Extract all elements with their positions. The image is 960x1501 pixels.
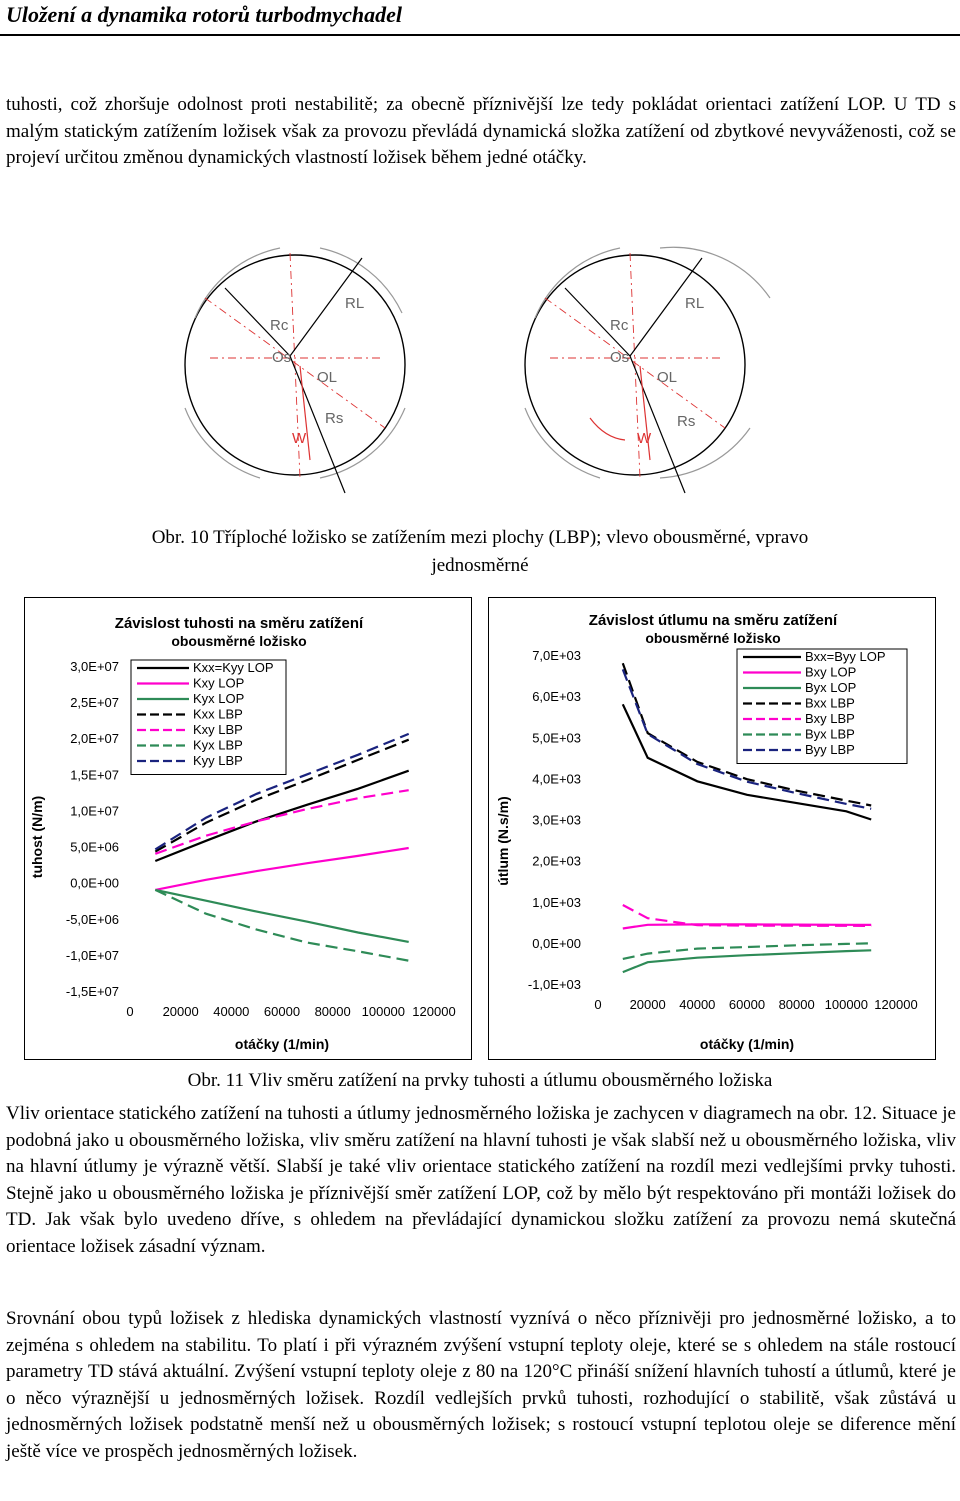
legend-entry: Bxy LBP (805, 711, 855, 726)
x-tick-label: 120000 (412, 1004, 456, 1019)
stiffness-chart (24, 597, 472, 1060)
legend-entry: Kxy LBP (193, 722, 243, 737)
y-tick-label: 2,0E+03 (532, 853, 581, 869)
y-tick-label: 2,5E+07 (70, 695, 119, 711)
x-tick-label: 100000 (361, 1004, 406, 1019)
legend-entry: Kyx LOP (193, 691, 245, 706)
x-tick-label: 20000 (162, 1004, 199, 1019)
x-tick-label: 80000 (778, 997, 815, 1012)
header-rule (0, 34, 960, 36)
y-tick-label: 7,0E+03 (532, 648, 581, 663)
chart-subtitle: obousměrné ložisko (171, 633, 307, 649)
paragraph-2: Vliv orientace statického zatížení na tuhosti a útlumy jednosměrného ložiska je zachycen v diagramech na obr. 12. Situace je podobná jako u obousměrného ložiska, vliv směru zatížení na hlavní tuhosti je však slabší než u obousměrného ložiska, vliv na hlavní útlumy je výrazně větší. Slabší je také vliv orientace statického zatížení na rozdíl mezi vedlejšími prvky tuhosti. Stejně jako u obousměrného ložiska je příznivější směr zatížení LOP, což by mělo být respektováno při montáži ložisek do TD. Jak však bylo uvedeno dříve, s ohledem na převládající dynamickou složku zatížení za provozu nemá skutečná orientace ložisek zásadní význam. (6, 1103, 956, 1257)
chart-title: Závislost útlumu na směru zatížení (588, 612, 838, 629)
legend-entry: Kxx LBP (193, 706, 243, 722)
rs-label-right: Rs (677, 413, 696, 430)
legend-entry: Bxy LOP (805, 664, 857, 680)
bearing-left (185, 248, 405, 493)
chart-subtitle: obousměrné ložisko (645, 630, 781, 646)
damping-chart (488, 597, 936, 1060)
figure-10-caption-line2: jednosměrné (431, 555, 529, 576)
x-tick-label: 80000 (314, 1004, 351, 1019)
legend-entry: Bxx LBP (805, 695, 855, 711)
rl-label-right: RL (685, 295, 705, 312)
legend-entry: Kxy LOP (193, 675, 245, 691)
x-axis-label: otáčky (1/min) (234, 1036, 330, 1052)
os-label-right: Os (610, 349, 630, 366)
rc-label-right: Rc (610, 317, 629, 334)
y-tick-label: -1,0E+07 (65, 947, 119, 963)
y-tick-label: 5,0E+06 (70, 839, 119, 855)
x-tick-label: 0 (126, 1004, 134, 1019)
x-tick-label: 120000 (874, 997, 918, 1012)
legend-entry: Byx LBP (805, 726, 855, 742)
chart-title: Závislost tuhosti na směru zatížení (114, 615, 364, 632)
x-tick-label: 0 (594, 997, 602, 1012)
rl-label: RL (345, 295, 365, 312)
y-tick-label: 2,0E+07 (70, 731, 119, 747)
y-tick-label: 1,0E+03 (532, 894, 581, 910)
legend-entry: Kxx=Kyy LOP (193, 660, 274, 675)
y-axis-label: tuhost (N/m) (29, 795, 45, 879)
y-tick-label: 6,0E+03 (532, 689, 581, 705)
legend-entry: Kyy LBP (193, 753, 243, 768)
bearing-schematics (140, 238, 800, 518)
running-header: Uložení a dynamika rotorů turbodmychadel (6, 2, 403, 27)
x-tick-label: 40000 (679, 997, 716, 1012)
w-label: W (292, 430, 307, 447)
paragraph-3: Srovnání obou typů ložisek z hlediska dynamických vlastností vyznívá o něco příznivěji pro jednosměrné ložisko, a to zejména s ohledem na stabilitu. To platí i při výrazném zvýšení vstupní teploty oleje, které se s ohledem na stále rostoucí parametry TD stává aktuální. Zvýšení vstupní teploty oleje z 80 na 120°C přináší snížení hlavních tuhostí a útlumů, které je o něco výraznější u jednosměrných ložisek. Rozdíl vedlejších prvků tuhosti, rozhodující o stabilitě, však zůstává u jednosměrných ložisek podstatně menší než u obousměrných ložisek; s rostoucí vstupní teplotou oleje se diference mění ještě více ve prospěch jednosměrných ložisek. (6, 1308, 956, 1462)
legend-entry: Bxx=Byy LOP (805, 649, 886, 664)
x-tick-label: 100000 (824, 997, 869, 1012)
legend-entry: Byx LOP (805, 680, 857, 695)
os-label: Os (272, 349, 292, 366)
y-tick-label: 3,0E+03 (532, 812, 581, 828)
figure-10-caption-line1: Obr. 10 Tříploché ložisko se zatížením mezi plochy (LBP); vlevo obousměrné, vpravo (151, 527, 809, 548)
rs-label: Rs (325, 410, 344, 427)
y-tick-label: -1,5E+07 (65, 984, 119, 999)
y-tick-label: 0,0E+00 (532, 935, 581, 951)
bearing-right (525, 247, 770, 493)
y-tick-label: 1,5E+07 (70, 767, 119, 783)
y-tick-label: -1,0E+03 (527, 977, 581, 992)
x-tick-label: 20000 (629, 997, 666, 1012)
y-tick-label: 3,0E+07 (70, 659, 119, 674)
y-tick-label: 1,0E+07 (70, 803, 119, 819)
y-tick-label: 4,0E+03 (532, 771, 581, 787)
y-axis-label: útlum (N.s/m) (495, 796, 511, 886)
rc-label: Rc (270, 317, 289, 334)
legend-entry: Kyx LBP (193, 737, 243, 753)
y-tick-label: 0,0E+00 (70, 875, 119, 891)
w-label-right: W (637, 430, 652, 447)
legend-entry: Byy LBP (805, 742, 855, 757)
figure-11-caption: Obr. 11 Vliv směru zatížení na prvky tuhosti a útlumu obousměrného ložiska (187, 1070, 773, 1091)
x-tick-label: 60000 (728, 997, 766, 1012)
y-tick-label: 5,0E+03 (532, 730, 581, 746)
x-axis-label: otáčky (1/min) (699, 1036, 795, 1052)
paragraph-1: tuhosti, což zhoršuje odolnost proti nestabilitě; za obecně příznivější lze tedy pokládat orientaci zatížení LOP. U TD s malým statickým zatížením ložisek však za provozu převládá dynamická složka zatížení od zbytkové nevyváženosti, což se projeví určitou změnou dynamických vlastností ložisek během jedné otáčky. (6, 94, 956, 168)
x-tick-label: 40000 (213, 1004, 250, 1019)
ol-label-right: OL (657, 369, 678, 386)
ol-label: OL (317, 369, 338, 386)
y-tick-label: -5,0E+06 (65, 911, 119, 927)
x-tick-label: 60000 (263, 1004, 301, 1019)
